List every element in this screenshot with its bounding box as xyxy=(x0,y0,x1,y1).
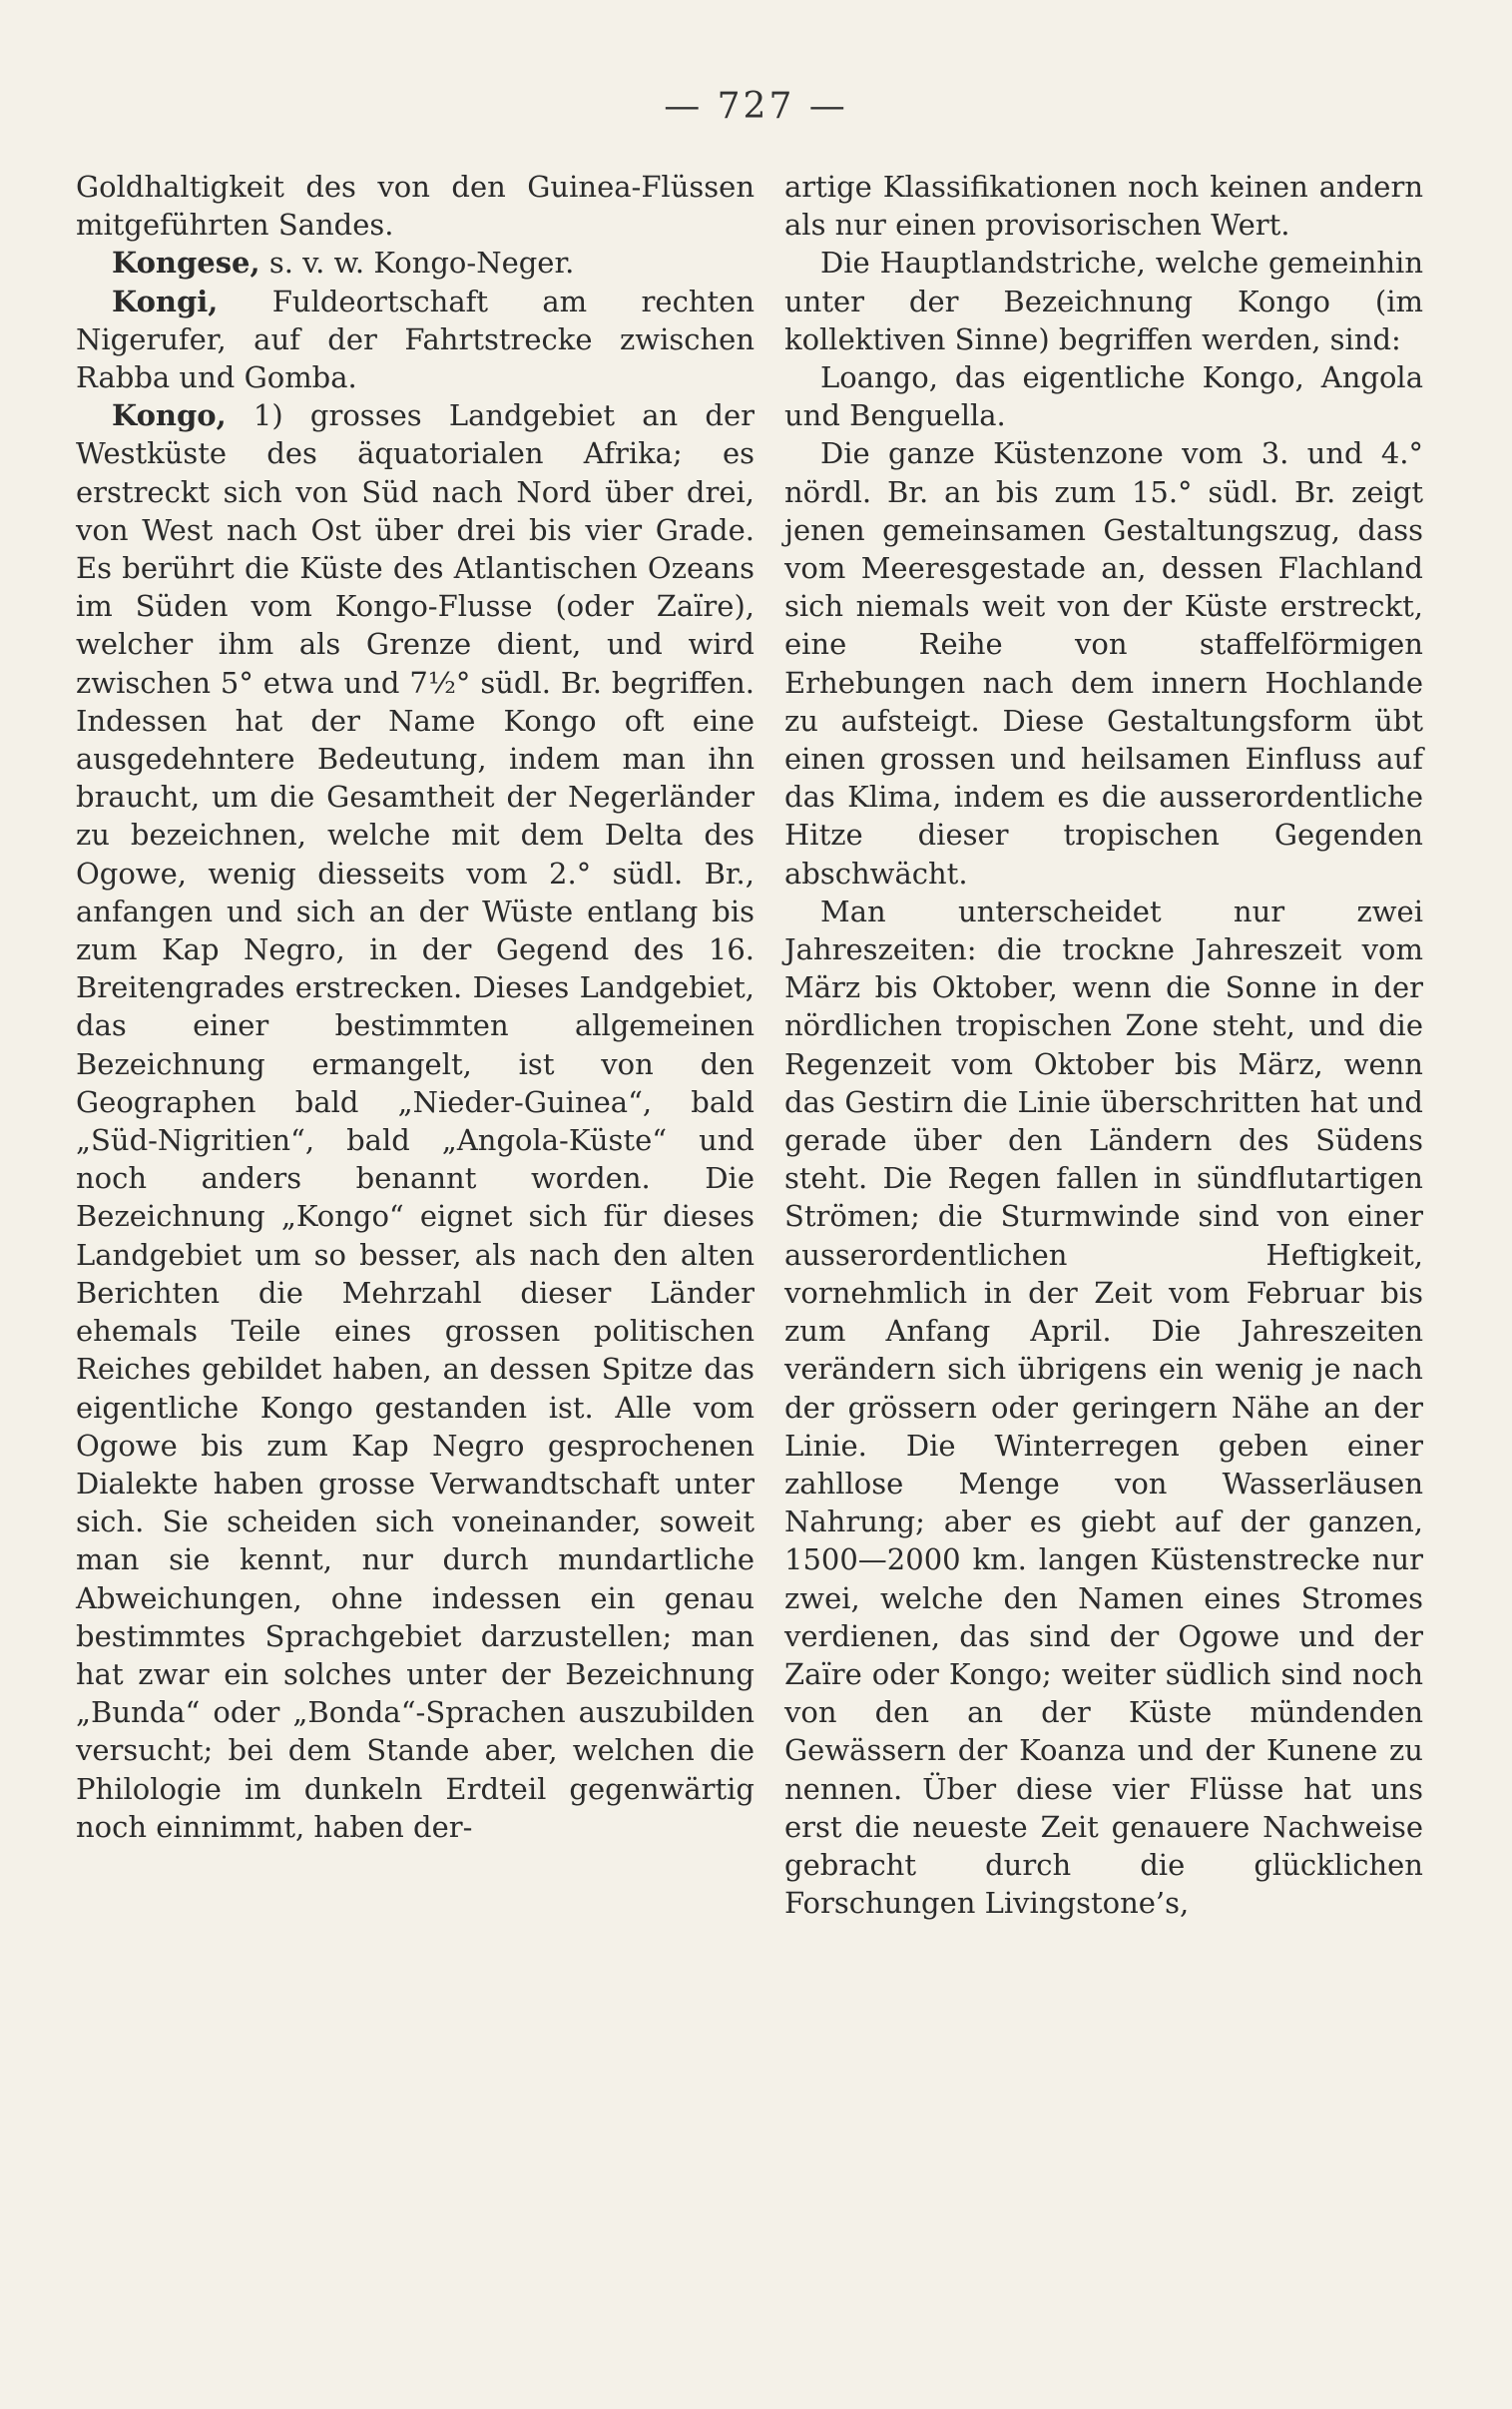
paragraph: Man unterscheidet nur zwei Jahreszeiten: die trockne Jahreszeit vom März bis Oktober, wenn die Sonne in der nördlichen tropischen Zone steht, und die Regenzeit vom Oktober bis März, wenn das Gestirn die Linie überschritten hat und gerade über den Ländern des Südens steht. Die Regen fallen in sündflutartigen Strömen; die Sturmwinde sind von einer ausserordentlichen Heftigkeit, vornehmlich in der Zeit vom Februar bis zum Anfang April. Die Jahreszeiten verändern sich übrigens ein wenig je nach der grössern oder geringern Nähe an der Linie. Die Winterregen geben einer zahllose Menge von Wasserläusen Nahrung; aber es giebt auf der ganzen, 1500—2000 km. langen Küstenstrecke nur zwei, welche den Namen eines Stromes verdienen, das sind der Ogowe und der Zaïre oder Kongo; weiter südlich sind noch von den an der Küste mündenden Gewässern der Koanza und der Kunene zu nennen. Über diese vier Flüsse hat uns erst die neueste Zeit genauere Nachweise gebracht durch die glücklichen Forschungen Livingstone’s, xyxy=(784,894,1423,1921)
paragraph: Loango, das eigentliche Kongo, Angola und Benguella. xyxy=(784,360,1423,433)
entry-kongese xyxy=(76,244,755,282)
entry-text: s. v. w. Kongo-Neger. xyxy=(259,246,575,281)
paragraph: artige Klassifikationen noch keinen andern als nur einen provisorischen Wert. xyxy=(784,170,1423,243)
entry-headword: Kongo, xyxy=(112,398,227,433)
entry-headword: Kongi, xyxy=(112,284,219,318)
page-number: — 727 — xyxy=(664,86,848,127)
paragraph: Die Hauptlandstriche, welche gemeinhin unter der Bezeichnung Kongo (im kollektiven Sinne) begriffen werden, sind: xyxy=(784,246,1423,356)
left-column xyxy=(76,168,755,1846)
entry-text: Fuldeortschaft am rechten Nigerufer, auf der Fahrtstrecke zwischen Rabba und Gomba. xyxy=(76,284,755,395)
right-column xyxy=(784,168,1423,1922)
entry-headword: Kongese, xyxy=(112,246,260,281)
paragraph: Goldhaltigkeit des von den Guinea-Flüssen mitgeführten Sandes. xyxy=(76,170,755,243)
entry-kongi xyxy=(76,283,755,397)
paragraph: Die ganze Küstenzone vom 3. und 4.° nördl. Br. an bis zum 15.° südl. Br. zeigt jenen gemeinsamen Gestaltungszug, dass vom Meeresgestade an, dessen Flachland sich niemals weit von der Küste erstreckt, eine Reihe von staffelförmigen Erhebungen nach dem innern Hochlande zu aufsteigt. Diese Gestaltungsform übt einen grossen und heilsamen Einfluss auf das Klima, indem es die ausserordentliche Hitze dieser tropischen Gegenden abschwächt. xyxy=(784,436,1423,891)
entry-text: 1) grosses Landgebiet an der Westküste des äquatorialen Afrika; es erstreckt sich von Süd nach Nord über drei, von West nach Ost über drei bis vier Grade. Es berührt die Küste des Atlantischen Ozeans im Süden vom Kongo-Flusse (oder Zaïre), welcher ihm als Grenze dient, und wird zwischen 5° etwa und 7½° südl. Br. begriffen. Indessen hat der Name Kongo oft eine ausgedehntere Bedeutung, indem man ihn braucht, um die Gesamtheit der Negerländer zu bezeichnen, welche mit dem Delta des Ogowe, wenig diesseits vom 2.° südl. Br., anfangen und sich an der Wüste entlang bis zum Kap Negro, in der Gegend des 16. Breitengrades erstrecken. Dieses Landgebiet, das einer bestimmten allgemeinen Bezeichnung ermangelt, ist von den Geographen bald „Nieder-Guinea“, bald „Süd-Nigritien“, bald „Angola-Küste“ und noch anders benannt worden. Die Bezeichnung „Kongo“ eignet sich für dieses Landgebiet um so besser, als nach den alten Berichten die Mehrzahl dieser Länder ehemals Teile eines grossen politischen Reiches gebildet haben, an dessen Spitze das eigentliche Kongo gestanden ist. Alle vom Ogowe bis zum Kap Negro gesprochenen Dialekte haben grosse Verwandtschaft unter sich. Sie scheiden sich voneinander, soweit man sie kennt, nur durch mundartliche Abweichungen, ohne indessen ein genau bestimmtes Sprachgebiet darzustellen; man hat zwar ein solches unter der Bezeichnung „Bunda“ oder „Bonda“-Sprachen auszubilden versucht; bei dem Stande aber, welchen die Philologie im dunkeln Erdteil gegenwärtig noch einnimmt, haben der- xyxy=(76,398,755,1844)
entry-kongo xyxy=(76,396,755,1846)
